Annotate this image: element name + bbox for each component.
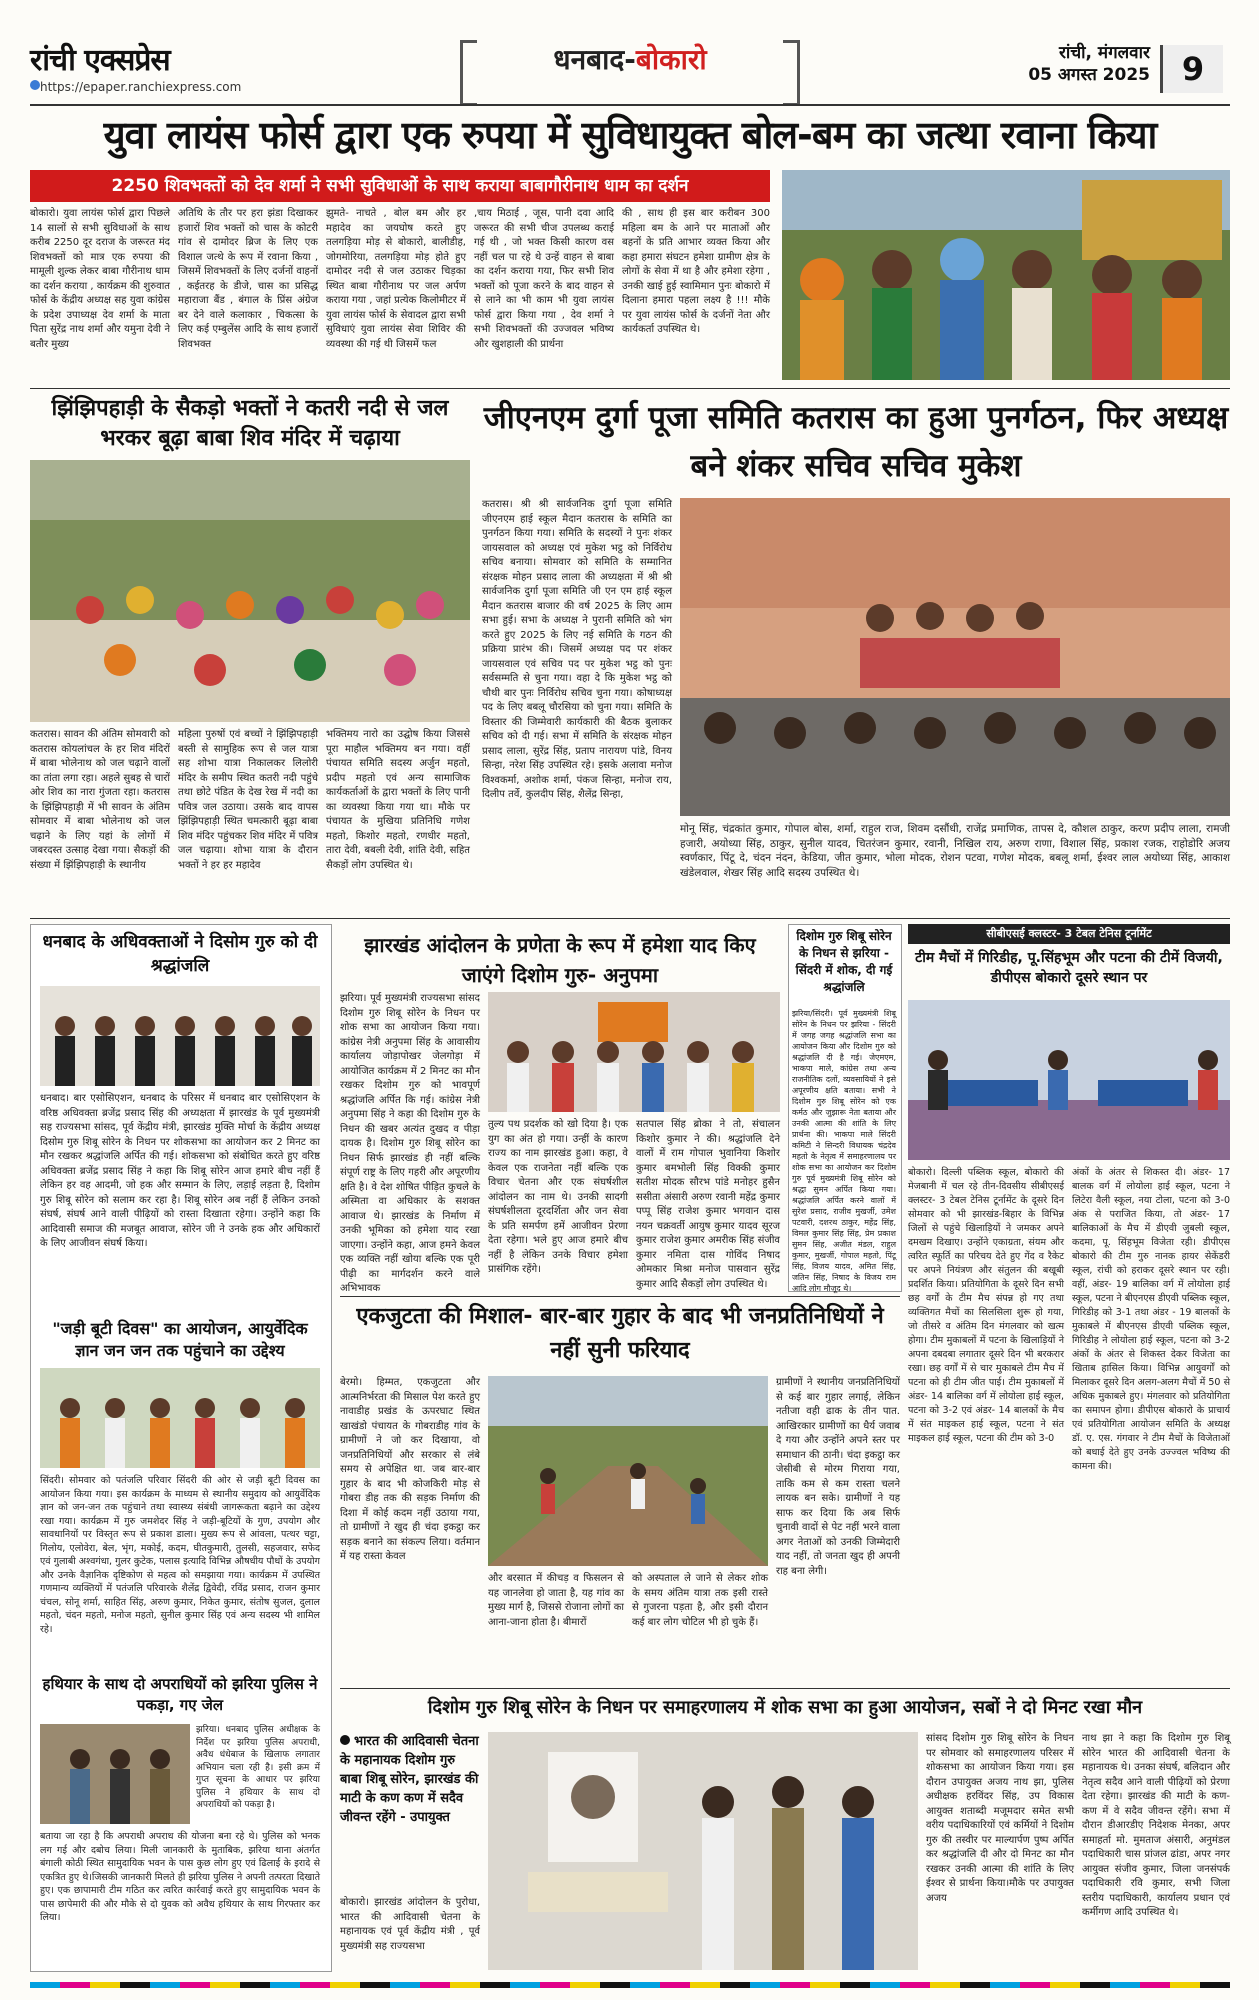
newspaper-logo: रांची एक्सप्रेस [30,43,170,78]
story3-headline: जीएनएम दुर्गा पूजा समिति कतरास का हुआ पुनर्गठन, फिर अध्यक्ष बने शंकर सचिव सचिव मुकेश [483,400,1229,484]
story10-col4: ग्रामीणों ने स्थानीय जनप्रतिनिधियों से कई बार गुहार लगाई, लेकिन नतीजा वही ढाक के तीन पात. आखिरकार ग्रामीणों का धैर्य जवाब दे गया और उन्होंने अपने स्तर पर समाधान की ठानी। चंदा इकट्ठा कर जेसीबी से मोरम गिराया गया, ताकि कम से कम रास्ता चलने लायक बन सके। ग्रामीणों ने यह साफ कर दिया कि अब सिर्फ चुनावी वादों से पेट नहीं भरने वाला अगर नेताओं को उनकी जिम्मेदारी याद नहीं, तो जनता खुद ही अपनी राह बना लेगी। [776,1377,900,1577]
story4-photo-art [40,986,320,1086]
story8-headline: दिशोम गुरु शिबू सोरेन के निधन से झरिया - सिंदरी में शोक, दी गई श्रद्धांजलि [795,929,893,994]
story2-col2: महिला पुरुषों एवं बच्चों ने झिंझिपहाड़ी बस्ती से सामुहिक रूप से जल यात्रा सह शोभा यात्रा निकालकर लिलोरी मंदिर के समीप स्थित कतरी नदी पहुंचे तथा छोटे पंडित के देख रेख में नदी का पवित्र जल उठाया। उसके बाद वापस झिंझिपहाड़ी स्थित चमत्कारी बूढ़ा बाबा शिव मंदिर पहुंचकर शिव मंदिर में पवित्र जल चढ़ाया। शोभा यात्रा के दौरान भक्तों ने हर हर महादेव [178,729,318,871]
story1-col3: झुमते- नाचते , बोल बम और हर महादेव का जयघोष करते हुए तलगड़िया मोड़ से बोकारो, बालीडीह, जोगमोरिया, तलगड़िया मोड़ होते हुए दामोदर नदी से जल उठाकर चिड़का स्थित बाबा गौरीनाथ पर जल अर्पण कराया गया , जहां प्रत्येक किलोमीटर में युवा लायंस फोर्स के सेवादल द्वारा सभी सुविधाएं युवा लायंस सेवा शिविर की व्यवस्था की गई थी जिसमें फल [326,208,466,350]
story6-photo [40,1724,190,1824]
story11-col2: नाथ झा ने कहा कि दिशोम गुरु शिबू सोरेन भारत की आदिवासी चेतना के महानायक थे। उनका संघर्ष, बलिदान और नेतृत्व सदैव आने वाली पीढ़ियों को प्रेरणा देता रहेगा। झारखंड की माटी के कण-कण में वे सदैव जीवन्त रहेंगे। सभा में दौरान डीआरडीए निदेशक मेनका, अपर समाहर्ता मो. मुमताज अंसारी, अनुमंडल पदाधिकारी चास प्रांजल ढांडा, अपर नगर आयुक्त संजीव कुमार, जिला जनसंपर्क पदाधिकारी रवि कुमार, सभी जिला स्तरीय पदाधिकारी, कार्यालय प्रधान एवं कर्मीगण आदि उपस्थित थे। [1082,1733,1230,1918]
story5-photo-art [40,1368,320,1468]
story7-photo [488,992,780,1112]
story4-body: धनबाद। बार एसोसिएशन, धनबाद के परिसर में धनबाद बार एसोसिएशन के वरिष्ठ अधिवक्ता ब्रजेंद्र प्रसाद सिंह की अध्यक्षता में झारखंड के पूर्व मुख्यमंत्री सह राज्यसभा सांसद, पूर्व केंद्रीय मंत्री, झारखंड मुक्ति मोर्चा के केंद्रीय अध्यक्ष दिसोम गुरु शिबू सोरेन के निधन पर शोकसभा का आयोजन कर 2 मिनट का मौन रखकर श्रद्धांजलि अर्पित की गई। शोकसभा को संबोधित करते हुए वरिष्ठ अधिवक्ता ब्रजेंद्र प्रसाद सिंह ने कहा कि शिबू सोरेन आज हमारे बीच नहीं हैं लेकिन हर वह आदमी, जो हक और सम्मान के लिए, लड़ाई लड़ता है, दिशोम गुरु शिबू सोरेन को सलाम कर रहा है। शिबू सोरेन अब नहीं हैं लेकिन उनको संघर्ष, संघर्ष आने वाली पीढ़ियों को रास्ता दिखाता रहेगा। उन्होंने कहा कि आदिवासी समाज की मजबूत आवाज, सोरेन जी ने उनके हक और अधिकारों के लिए आजीवन संघर्ष किया। [40,1093,320,1249]
story7-headline: झारखंड आंदोलन के प्रणेता के रूप में हमेशा याद किए जाएंगे दिशोम गुरु- अनुपमा [364,933,756,987]
story6-photo-art [40,1724,190,1824]
page-number: 9 [1160,45,1223,93]
story11-photo-art [488,1732,918,1970]
story1-headline: युवा लायंस फोर्स द्वारा एक रुपया में सुविधायुक्त बोल-बम का जत्था रवाना किया [103,113,1157,157]
story6-headline: हथियार के साथ दो अपराधियों को झरिया पुलिस ने पकड़ा, गए जेल [42,1675,318,1714]
story1-col2: अतिथि के तौर पर हरा झंडा दिखाकर हजारों शिव भक्तों को चास के कोटरी गांव से दामोदर ब्रिज के लिए एक विशाल जत्थे के रूप में रवाना किया , जिसमें शिवभक्तों के लिए दर्जनों वाहनों , कईतरह के डीजे, चास का प्रसिद्ध महाराजा बैंड , बंगाल के प्रिंस अंग्रेज बर देने वाले कलाकार , चिकत्सा के लिए कई एम्बुलेंस आदि के साथ हजारों शिवभक्त [178,208,318,350]
story11-pullquote: भारत की आदिवासी चेतना के महानायक दिशोम गुरु बाबा शिबू सोरेन, झारखंड की माटी के कण कण में सदैव जीवन्त रहेंगे - उपायुक्त [340,1734,479,1825]
story9-photo [908,1000,1230,1160]
story10-col3: को अस्पताल ले जाने से लेकर शोक के समय अंतिम यात्रा तक इसी रास्ते से गुजरना पड़ता है, और इसी दौरान कई बार लोग चोटिल भी हो चुके हैं। [632,1573,768,1628]
masthead-rule [30,104,1230,106]
story8-body: झरिया/सिंदरी। पूर्व मुख्यमंत्री शिबू सोरेन के निधन पर झरिया - सिंदरी में जगह जगह श्रद्धांजलि सभा का आयोजन किया और दिशोम गुरु को श्रद्धांजलि दी है गई। जेएमएम, भाकपा माले, कांग्रेस तथा अन्य राजनीतिक दलों, व्यवसायियों ने इसे अपूरणीय क्षति बताया। सभी ने दिशोम गुरु शिबू सोरेन को एक कर्मठ और जुझारू नेता बताया और उनकी आत्मा की शांति के लिए प्रार्थना की। भाकपा माले सिंदरी कमिटी ने सिन्दरी विधायक चंद्रदेव महतो के नेतृत्व में समाहरणालय पर शोक सभा का आयोजन कर दिशोम गुरु पूर्व मुख्यमंत्री शिबू सोरेन को श्रद्धा सुमन अर्पित किया गया। श्रद्धांजलि अर्पित करने वालों में सुरेश प्रसाद, राजीव मुखर्जी, उमेश पटवारी, दशरथ ठाकुर, महेंद्र सिंह, विमल कुमार सिंह सिंह, प्रेम प्रकाश सुमन सिंह, अजीत मंडल, राहुल कुमार, मुखर्जी, गोपाल महतो, पिंटू सिंह, विजय यादव, अमित सिंह, जतिन सिंह, निषाद के विजय राम आदि लोग मौजूद थे। [792,1009,896,1293]
story3-photo-art [680,498,1230,816]
divider [30,388,1230,389]
story5-body: सिंदरी। सोमवार को पतंजलि परिवार सिंदरी की ओर से जड़ी बूटी दिवस का आयोजन किया गया। इस कार्यक्रम के माध्यम से स्थानीय समुदाय को आयुर्वेदिक ज्ञान को जन-जन तक पहुंचाने तथा स्वास्थ्य संबंधी जागरूकता बढ़ाने का उद्देश्य रखा गया। कार्यक्रम में गुरु जमशेदर सिंह ने जड़ी-बूटियों के गुण, उपयोग और सावधानियों पर विस्तृत रूप से प्रकाश डाला। मुख्य रूप से आंवला, पत्थर चट्टा, गिलोय, एलोवेरा, बेल, भृंग, मकोई, कदम, घीतकुमारी, तुलसी, सहजवार, सफेद एवं गुलाबी अश्वगंधा, गुलर कुटेक, पलास इत्यादि विभिन्न औषधीय पौधों के उपयोग और उनके वैज्ञानिक दृष्टिकोण से महत्व को समझाया गया। कार्यक्रम में उपस्थित गणमान्य व्यक्तियों में पतंजलि परिवारके शैलेंद्र द्विवेदी, रविंद्र प्रसाद, राजन कुमार चंचल, सोनू शर्मा, साहित सिंह, अरुण कुमार, निकेत कुमार, संतोष सुजल, दुलाल महतो, चंदन महतो, मनोज महतो, सुनील कुमार सिंह एवं अन्य सदस्य भी शामिल रहे। [40,1475,320,1635]
dateline [930,42,1150,86]
story1-col5: की , साथ ही इस बार करीबन 300 महिला बम के आने पर माताओं और बहनों के प्रति आभार व्यक्त किया और कहा हमारा संघटन हमेशा ग्रामीण क्षेत्र के लोगों के सेवा में था है और हमेशा रहेगा , उनकी खाई हुई स्वामिमान पुनः बोकारो में दिलाना हमारा पहला लक्ष्य है !!! मौके पर युवा लायंस फोर्स के दर्जनों नेता और कार्यकर्ता उपस्थित थे। [622,208,770,335]
divider [340,1296,900,1297]
story7-photo-art [488,992,780,1112]
story2-col3: भक्तिमय नारो का उद्घोष किया जिससे पूरा माहौल भक्तिमय बन गया। वहीं पंचायत समिति सदस्य अर्जुन महतो, प्रदीप महतो एवं अन्य सामाजिक कार्यकर्ताओं के द्वारा भक्तों के लिए पानी का व्यवस्था किया गया था। मौके पर पंचायत के मुखिया प्रतिनिधि गणेश महतो, किशोर महतो, रणधीर महतो, तारा देवी, बबली देवी, शांति देवी, सहित सैकड़ों लोग उपस्थित थे। [326,729,470,871]
story6-side: झरिया। धनबाद पुलिस अधीक्षक के निर्देश पर झरिया पुलिस अपराधी, अवैध धंधेबाज के खिलाफ लगातार अभियान चला रही है। इसी क्रम में गुप्त सूचना के आधार पर झरिया पुलिस ने हथियार के साथ दो अपराधियों को पकड़ा है। [196,1725,320,1810]
story9-headline: टीम मैचों में गिरिडीह, पू.सिंहभूम और पटना की टीमें विजयी, डीपीएस बोकारो दूसरे स्थान पर [915,950,1223,986]
section-title-right: बोकारो [635,43,707,76]
divider [30,918,1230,919]
story10-col2: और बरसात में कीचड़ व फिसलन से यह जानलेवा हो जाता है, यह गांव का मुख्य मार्ग है, जिससे रोजाना लोगों का आना-जाना होता है। बीमारों [488,1573,624,1628]
web-icon [30,80,40,90]
story3-body: कतरास। श्री श्री सार्वजनिक दुर्गा पूजा समिति जीएनएम हाई स्कूल मैदान कतरास के समिति का पुनर्गठन किया गया। समिति के सदस्यों ने पुनः शंकर जायसवाल को अध्यक्ष एवं मुकेश भट्ठ को निर्विरोध सचिव बनाया। सोमवार को समिति के सम्मानित संरक्षक मोहन प्रसाद लाला की अध्यक्षता में श्री श्री सार्वजनिक दुर्गा पूजा समिति जी एन एम हाई स्कूल मैदान कतरास बाजार की वर्ष 2025 के लिए आम सभा हुई। सभा के अध्यक्ष ने पुरानी समिति को भंग करते हुए 2025 के लिए नई समिति के गठन की प्रक्रिया प्रारंभ की। जिसमें अध्यक्ष पद पर शंकर जायसवाल एवं सचिव पद पर मुकेश भट्ठ को पुनः सर्वसम्मति से चुना गया। वहा दे कि मुकेश भट्ठ को चौथी बार पुनः निर्विरोध सचिव चुना गया। कोषाध्यक्ष पद के लिए बबलू चौरसिया को चुना गया। समिति के विस्तार की जिम्मेवारी कार्यकारी की बैठक बुलाकर सचिव को दी गई। सभा में समिति के संरक्षक मोहन प्रसाद लाला, सुरेंद्र सिंह, प्रताप नारायण पांडे, विनय सिन्हा, नरेश सिंह उपस्थित रहे। इसके अलावा मनोज विश्वकर्मा, अशोक शर्मा, पंकज सिन्हा, मनोज राय, दिलीप तर्वे, कुलदीप सिंह, शैलेंद्र सिन्हा, [482,499,672,800]
story5-headline: "जड़ी बूटी दिवस" का आयोजन, आयुर्वेदिक ज्ञान जन जन तक पहुंचाने का उद्देश्य [52,1319,308,1360]
city-day: रांची, मंगलवार [1058,43,1150,63]
story1-photo [782,170,1230,380]
story7-col2: तुल्य पथ प्रदर्शक को खो दिया है। एक युग का अंत हो गया। उन्हीं के कारण राज्य का नाम झारखंड हुआ। कहा, वे केवल एक राजनेता नहीं बल्कि एक विचार चेतना और एक संघर्षशील आंदोलन का नाम थे। उनकी सादगी संघर्षशीलता दूरदर्शिता और जन सेवा के प्रति समर्पण हमें आजीवन प्रेरणा देता रहेगा। भले हुए आज हमारे बीच नहीं है लेकिन उनके विचार हमेशा प्रासंगिक रहेंगे। [488,1119,628,1275]
story11-lead: बोकारो। झारखंड आंदोलन के पुरोधा, भारत की आदिवासी चेतना के महानायक एवं पूर्व केंद्रीय मंत्री , पूर्व मुख्यमंत्री सह राज्यसभा [340,1897,480,1952]
story9-col1: बोकारो। दिल्ली पब्लिक स्कूल, बोकारो की मेजबानी में चल रहे तीन-दिवसीय सीबीएसई क्लस्टर- 3 टेबल टेनिस टूर्नामेंट के दूसरे दिन सोमवार को भी झारखंड-बिहार के विभिन्न जिलों से पहुंचे खिलाड़ियों ने जमकर अपने दमखम दिखाए। उन्होंने एकाग्रता, संयम और त्वरित स्फूर्ति का परिचय देते हुए गेंद व रैकेट पर अपने नियंत्रण और संतुलन की बखूबी प्रदर्शित किया। प्रतियोगिता के दूसरे दिन सभी छह वर्गों के टीम मैच संपन्न हो गए तथा व्यक्तिगत मैचों का सिलसिला शुरू हो गया, जो तीसरे व अंतिम दिन मंगलवार को खत्म होगा। टीम मुकाबलों में पटना के खिलाड़ियों ने अपना दबदबा लगातार दूसरे दिन भी बरकरार रखा। छह वर्गों में से चार मुकाबले टीम मैच में पटना को ही टीम जीत पाई। टीम मुकाबलों में अंडर- 14 बालिका वर्ग में लोयोला हाई स्कूल, पटना को 3-2 एवं अंडर- 14 बालकों के मैच में संत माइकल हाई स्कूल, पटना ने संत माइकल हाई स्कूल, पटना की टीम को 3-0 [908,1167,1064,1444]
story11-pullquote-box [340,1732,480,1892]
story11-headline: दिशोम गुरु शिबू सोरेन के निधन पर समाहरणालय में शोक सभा का हुआ आयोजन, सबों ने दो मिनट रखा मौन [427,1697,1143,1718]
story7-col1: झरिया। पूर्व मुख्यमंत्री राज्यसभा सांसद दिशोम गुरु शिबू सोरेन के निधन पर शोक सभा का आयोजन किया गया। कांग्रेस नेत्री अनुपमा सिंह के आवासीय कार्यालय जोड़ापोखर जेलगोड़ा में आयोजित कार्यक्रम में 2 मिनट का मौन रखकर दिशोम गुरु को भावपूर्ण श्रद्धांजलि अर्पित कि गई। कांग्रेस नेत्री अनुपमा सिंह ने कहा की दिशोम गुरु के निधन की खबर अत्यंत दुखद व पीड़ा दायक है। दिशोम गुरु शिबू सोरेन का निधन सिर्फ झारखंड ही नहीं बल्कि संपूर्ण राष्ट्र के लिए गहरी और अपूरणीय क्षति है। वे देश शोषित पीड़ित कुचले के अस्मिता वा अधिकार के सशक्त आवाज थे। झारखंड के निर्माण में उनकी भूमिका को हमेशा याद रखा जाएगा। उन्होंने कहा, आज हमने केवल एक व्यक्ति नहीं खोया बल्कि एक पूरी पीढ़ी का मार्गदर्शन करने वाले अभिभावक [340,993,480,1294]
right-bracket [783,40,800,106]
story4-headline: धनबाद के अधिवक्ताओं ने दिसोम गुरु को दी श्रद्धांजलि [42,932,318,976]
print-color-bar [30,1982,1230,1988]
story11-photo [488,1732,918,1970]
issue-date: 05 अगस्त 2025 [1028,65,1150,85]
story1-subhead: 2250 शिवभक्तों को देव शर्मा ने सभी सुविधाओं के साथ कराया बाबागौरीनाथ धाम का दर्शन [30,170,770,202]
story3-photo [680,498,1230,816]
epaper-url[interactable]: https://epaper.ranchiexpress.com [40,80,242,94]
story10-headline: एकजुटता की मिशाल- बार-बार गुहार के बाद भी जनप्रतिनिधियों ने नहीं सुनी फरियाद [356,1304,884,1363]
story9-kicker: सीबीएसई क्लस्टर- 3 टेबल टेनिस टूर्नामेंट [908,924,1230,944]
story2-headline: झिंझिपहाड़ी के सैकड़ो भक्तों ने कतरी नदी से जल भरकर बूढ़ा बाबा शिव मंदिर में चढ़ाया [51,396,449,451]
story3-caption: मोनू सिंह, चंद्रकांत कुमार, गोपाल बोस, शर्मा, राहुल राज, शिवम दसौंधी, राजेंद्र प्रमाणिक, तापस दे, कौशल ठाकुर, करण प्रदीप लाला, रामजी हजारी, अयोध्या सिंह, ठाकुर, सुनील यादव, चितरंजन कुमार, रवानी, निखिल राय, अरुण राणा, विशाल सिंह, प्रकाश रजक, राहोडोरि अजय स्वर्णकार, पिंटू दे, चंदन नंदन, केडिया, जीत कुमार, भोला मोदक, रोशन पटवा, गणेश मोदक, बबलू शर्मा, ईश्वर लाल अयोध्या सिंह, आकाश खंडेलवाल, शेखर सिंह आदि सदस्य उपस्थित थे। [680,823,1230,879]
story7-col3: सतपाल सिंह ब्रोका ने तो, संचालन किशोर कुमार ने की। श्रद्धांजलि देने वालों में राम गोपाल भुवानिया किशोर कुमार बमभोली सिंह विक्की कुमार सतीश मोदक सौरभ पांडे मनोहर हुसैन ससीता अंसारी अरुण रवानी महेंद्र कुमार पप्पू सिंह राजेश कुमार भगवान दास नयन चक्रवर्ती आयुष कुमार यादव सूरज कुमार राजेश कुमार अमरीक सिंह संजीव कुमार नमिता दास गोविंद निषाद ओमकार मिश्रा मनोज पासवान सुरेंद्र कुमार आदि सैकड़ों लोग उपस्थित थे। [636,1119,780,1290]
story1-col1: बोकारो। युवा लायंस फोर्स द्वारा पिछले 14 सालों से सभी सुविधाओं के साथ करीब 2250 दूर दराज के जरूरत मंद शिवभक्तों को मात्र एक रुपया की मामूली शुल्क लेकर बाबा गौरीनाथ धाम का दर्शन कराया , कार्यक्रम की शुरुवात फोर्स के केंद्रीय अध्यक्ष सह युवा कांग्रेस के प्रदेश उपाध्यक्ष देव शर्मा के माता पिता सुरेंद्र नाथ शर्मा और यमुना देवी ने बतौर मुख्य [30,208,170,350]
divider [340,1688,1230,1689]
story2-col1: कतरास। सावन की अंतिम सोमवारी को कतरास कोयलांचल के हर शिव मंदिरों में बाबा भोलेनाथ को जल चढ़ाने वालों का तांता लगा रहा। अहले सुबह से चारों ओर शिव का नारा गुंजता रहा। कतरास के झिंझिपहाड़ी में भी सावन के अंतिम सोमवार में बाबा भोलेनाथ को जल चढ़ाने के लिए यहां के लोगों में जबरदस्त उत्साह देखा गया। सैकड़ों की संख्या में झिंझिपहाड़ी के स्थानीय [30,729,170,871]
story4-photo [40,986,320,1086]
section-title-left: धनबाद- [553,43,636,76]
story1-col4: ,चाय मिठाई , जूस, पानी दवा आदि जरूरत की सभी चीज उपलब्ध कराई गई थी , जो भक्त किसी कारण वस नहीं चल पा रहे थे उन्हें वाहन से बाबा का दर्शन कराया गया, फिर सभी शिव भक्तों को पूजा करने के बाद वाहन से से लाने का भी काम भी युवा लायंस फोर्स द्वारा किया गया , देव शर्मा ने सभी शिवभक्तों की उज्जवल भविष्य और खुशहाली की प्रार्थना [474,208,614,350]
story9-col2: अंकों के अंतर से शिकस्त दी। अंडर- 17 बालक वर्ग में लोयोला हाई स्कूल, पटना ने लिटेरा वैली स्कूल, नया टोला, पटना को 3-0 अंक से पराजित किया, तो अंडर- 17 बालिकाओं के मैच में डीएवी जुबली स्कूल, कदमा, पू. सिंहभूम विजेता रही। डीपीएस बोकारो की टीम गुरु नानक हायर सेकेंडरी स्कूल, रांची को हराकर दूसरे स्थान पर रही। वहीं, अंडर- 19 बालिका वर्ग में लोयोला हाई स्कूल, पटना ने बीएनएस डीएवी पब्लिक स्कूल, गिरिडीह को 3-1 तथा अंडर - 19 बालकों के मुकाबले में बीएनएस डीएवी पब्लिक स्कूल, गिरिडीह ने लोयोला हाई स्कूल, पटना को 3-2 अंकों के अंतर से शिकस्त देकर विजेता का खिताब हासिल किया। विभिन्न आयुवर्गों को मिलाकर दूसरे दिन अलग-अलग मैचों में 50 से अधिक मुकाबले हुए। मंगलवार को प्रतियोगिता का समापन होगा। डीपीएस बोकारो के प्राचार्य एवं प्रतियोगिता आयोजन समिति के अध्यक्ष डॉ. ए. एस. गंगवार ने टीम मैचों के विजेताओं को बधाई देते हुए उनके उज्ज्वल भविष्य की कामना की। [1072,1167,1230,1472]
masthead [0,0,1259,100]
story1-photo-art [782,170,1230,380]
story10-photo [488,1376,768,1566]
story5-photo [40,1368,320,1468]
story11-col1: सांसद दिशोम गुरु शिबू सोरेन के निधन पर सोमवार को समाहरणालय परिसर में शोकसभा का आयोजन किया गया। इस दौरान उपायुक्त अजय नाथ झा, पुलिस अधीक्षक हरविंदर सिंह, उप विकास आयुक्त शताब्दी मजूमदार समेत सभी वरीय पदाधिकारियों एवं कर्मियों ने दिशोम गुरु की तस्वीर पर माल्यार्पण पुष्प अर्पित कर श्रद्धांजलि दी और दो मिनट का मौन रखकर उनकी आत्मा की शांति के लिए ईश्वर से प्रार्थना किया।मौके पर उपायुक्त अजय [926,1733,1074,1904]
story10-photo-art [488,1376,768,1566]
bullet-icon [340,1735,350,1745]
left-bracket [460,40,477,106]
story9-photo-art [908,1000,1230,1160]
story6-body: बताया जा रहा है कि अपराधी अपराध की योजना बना रहे थे। पुलिस को भनक लग गई और दबोच लिया। मिली जानकारी के मुताबिक, झरिया थाना अंतर्गत बंगाली कोठी स्थित सामुदायिक भवन के पास कुछ लोग हुए एवं ढिलाई के इरादे से एकत्रित हुए थे।जिसकी जानकारी मिलते ही झरिया पुलिस ने अपनी तत्परता दिखाते हुए। एक छापामारी टीम गठित कर त्वरित कार्रवाई करते हुए सामुदायिक भवन के पास छापेमारी की और मौके से दो युवक को अवैध हथियार के साथ गिरफ्तार कर लिया। [40,1831,320,1923]
story10-col1: बेरमो। हिम्मत, एकजुटता और आत्मनिर्भरता की मिसाल पेश करते हुए नावाडीह प्रखंड के ऊपरघाट स्थित खाखंडो पंचायत के गोबराडीह गांव के ग्रामीणों ने जो कर दिखाया, वो जनप्रतिनिधियों और सरकार से लंबे समय से अपेक्षित था. जब बार-बार गुहार के बाद भी कोजकिरी मोड़ से गोबरा डीह तक की सड़क निर्माण की दिशा में कोई कदम नहीं उठाया गया, तो ग्रामीणों ने खुद ही चंदा इकट्ठा कर सड़क बनाने का संकल्प लिया। वर्तमान में यह रास्ता केवल [340,1377,480,1562]
story2-photo [30,460,470,722]
section-title [460,40,800,100]
story2-photo-art [30,460,470,722]
